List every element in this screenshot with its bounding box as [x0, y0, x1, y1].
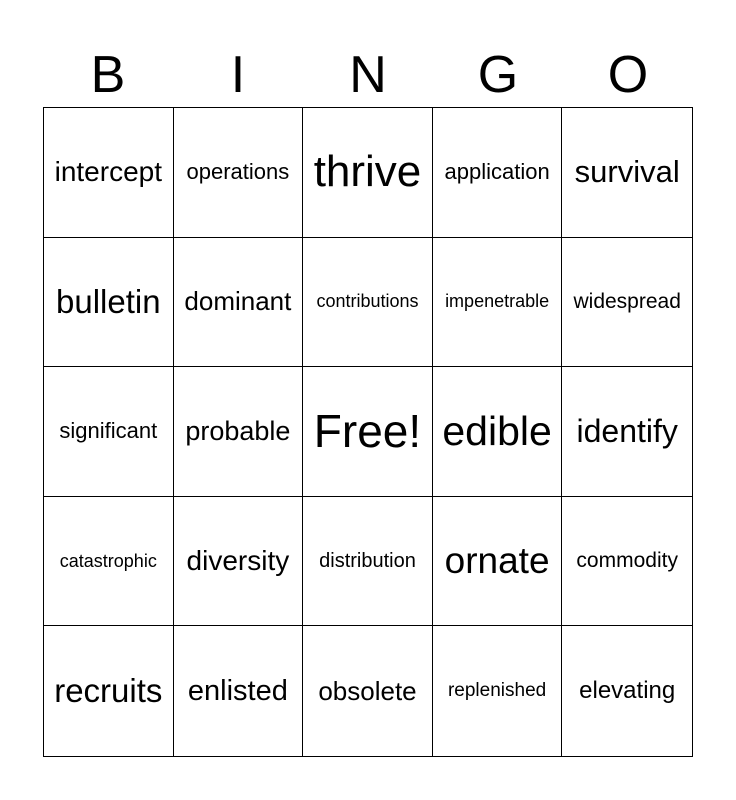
bingo-cell[interactable]: widespread — [562, 238, 692, 368]
bingo-cell[interactable]: application — [433, 108, 563, 238]
bingo-cell[interactable]: distribution — [303, 497, 433, 627]
bingo-cell[interactable]: catastrophic — [44, 497, 174, 627]
bingo-cell[interactable]: recruits — [44, 626, 174, 756]
bingo-cell[interactable]: identify — [562, 367, 692, 497]
header-letter-n: N — [349, 46, 387, 104]
free-space-cell[interactable]: Free! — [303, 367, 433, 497]
bingo-cell[interactable]: significant — [44, 367, 174, 497]
bingo-cell[interactable]: survival — [562, 108, 692, 238]
bingo-cell[interactable]: intercept — [44, 108, 174, 238]
bingo-cell[interactable]: enlisted — [174, 626, 304, 756]
header-letter-b: B — [90, 46, 126, 104]
bingo-cell[interactable]: dominant — [174, 238, 304, 368]
bingo-header — [43, 44, 693, 106]
bingo-cell[interactable]: diversity — [174, 497, 304, 627]
bingo-cell[interactable]: thrive — [303, 108, 433, 238]
bingo-board — [43, 107, 693, 757]
bingo-cell[interactable]: commodity — [562, 497, 692, 627]
bingo-cell[interactable]: probable — [174, 367, 304, 497]
bingo-cell[interactable]: ornate — [433, 497, 563, 627]
bingo-cell[interactable]: obsolete — [303, 626, 433, 756]
bingo-cell[interactable]: contributions — [303, 238, 433, 368]
bingo-cell[interactable]: replenished — [433, 626, 563, 756]
header-letter-i: I — [230, 46, 246, 104]
header-letter-g: G — [477, 46, 519, 104]
bingo-cell[interactable]: operations — [174, 108, 304, 238]
bingo-cell[interactable]: impenetrable — [433, 238, 563, 368]
header-letter-o: O — [607, 46, 649, 104]
bingo-cell[interactable]: elevating — [579, 677, 676, 705]
bingo-cell[interactable]: bulletin — [44, 238, 174, 368]
bingo-cell[interactable]: edible — [433, 367, 563, 497]
